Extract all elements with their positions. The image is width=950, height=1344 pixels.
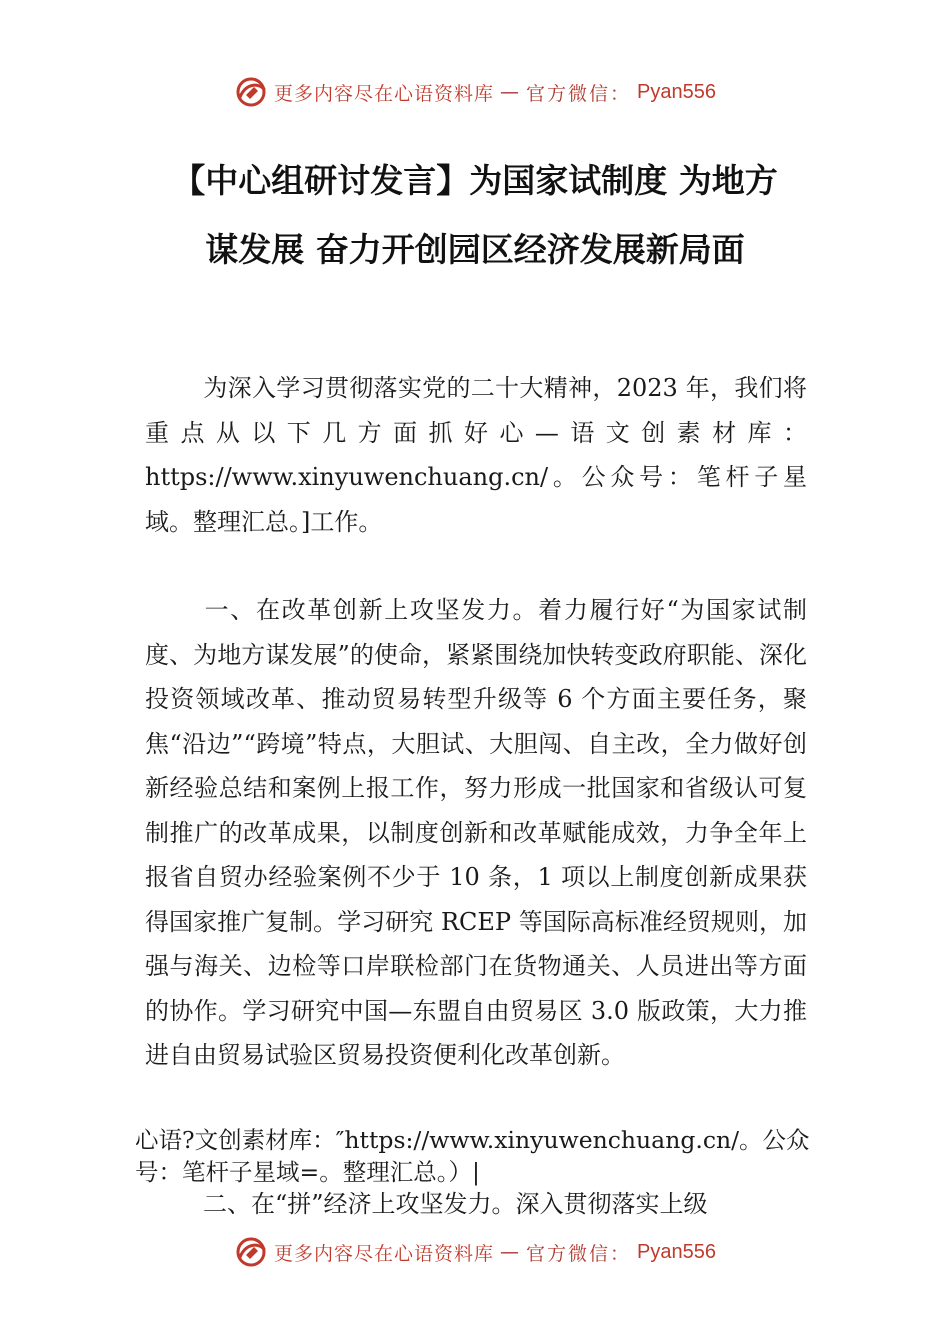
- paragraph-intro: [145, 366, 807, 544]
- watermark-text: 更多内容尽在心语资料库: [274, 82, 495, 105]
- paragraph-section-1: [145, 588, 807, 1078]
- footer-watermark: [0, 1232, 950, 1272]
- paragraph-intro-text: 为深入学习贯彻落实党的二十大精神，2023 年，我们将重点从以下几方面抓好心—语文创素材库：https://www.xinyuwenchuang.cn/。公众号：笔杆子星域。整理汇总。]工作。: [145, 374, 807, 536]
- logo-icon: [234, 1235, 268, 1269]
- paragraph-section-1-text: 一、在改革创新上攻坚发力。着力履行好“为国家试制度、为地方谋发展”的使命，紧紧围绕加快转变政府职能、深化投资领域改革、推动贸易转型升级等 6 个方面主要任务，聚焦“沿边”“跨境”特点，大胆试、大胆闯、自主改，全力做好创新经验总结和案例上报工作，努力形成一批国家和省级认可复制推广的改革成果，以制度创新和改革赋能成效，力争全年上报省自贸办经验案例不少于 10 条，1 项以上制度创新成果获得国家推广复制。学习研究 RCEP 等国际高标准经贸规则，加强与海关、边检等口岸联检部门在货物通关、人员进出等方面的协作。学习研究中国—东盟自由贸易区 3.0 版政策，大力推进自由贸易试验区贸易投资便利化改革创新。: [145, 596, 807, 1069]
- watermark-contact-id: Pyan556: [637, 80, 716, 103]
- paragraph-section-2-text: 二、在“拼”经济上攻坚发力。深入贯彻落实上级: [203, 1190, 708, 1218]
- header-watermark: [0, 72, 950, 112]
- logo-icon: [234, 75, 268, 109]
- document-title-line-2: 谋发展 奋力开创园区经济发展新局面: [205, 230, 745, 269]
- inserted-source-note: 心语?文创素材库：″https://www.xinyuwenchuang.cn/。公众号：笔杆子星域=。整理汇总。）|: [135, 1126, 810, 1186]
- watermark-contact-label: 官方微信：: [526, 1242, 632, 1265]
- watermark-dash: —: [500, 81, 521, 103]
- watermark-text: 更多内容尽在心语资料库: [274, 1242, 495, 1265]
- watermark-contact-label: 官方微信：: [526, 82, 632, 105]
- watermark-contact-id: Pyan556: [637, 1240, 716, 1263]
- paragraph-section-2: [145, 1182, 845, 1226]
- document-title-line-1: 【中心组研讨发言】为国家试制度 为地方: [172, 161, 778, 200]
- watermark-dash: —: [500, 1241, 521, 1263]
